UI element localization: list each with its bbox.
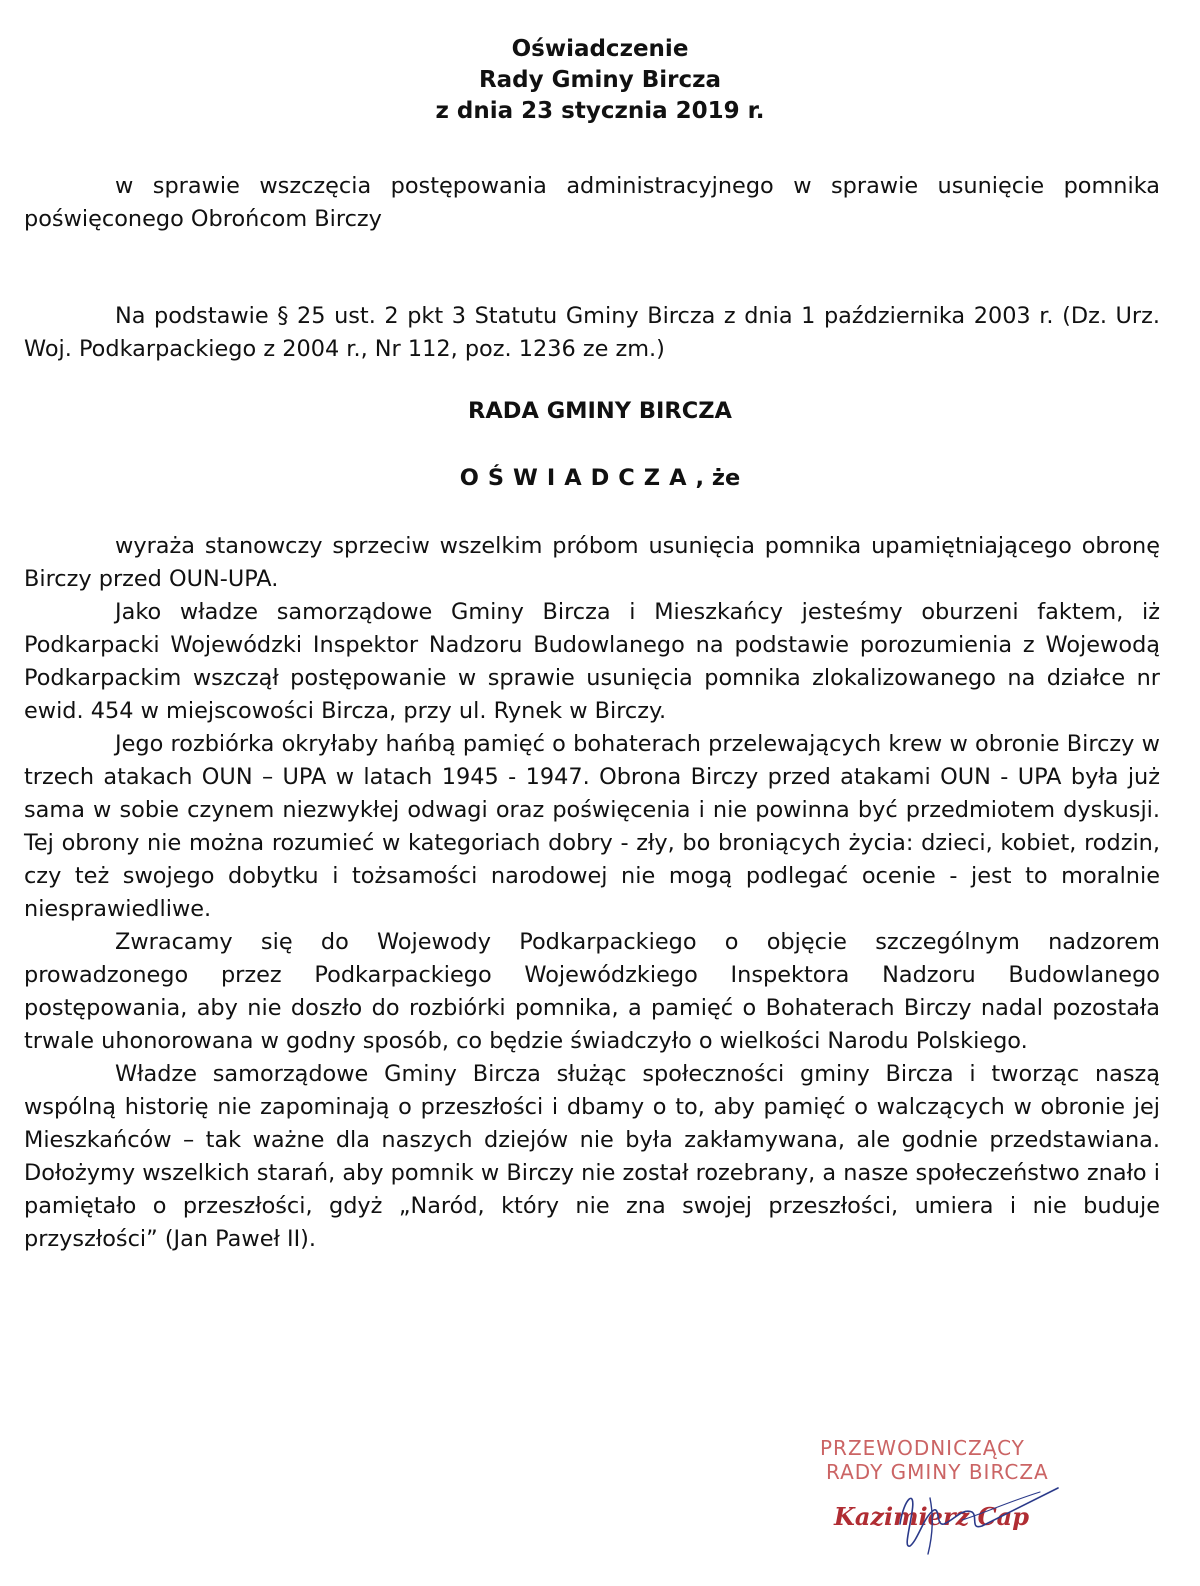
chairman-stamp: [812, 1428, 1072, 1578]
body-paragraph: Jego rozbiórka okryłaby hańbą pamięć o bohaterach przelewających krew w obronie Birczy w trzech atakach OUN – UPA w latach 1945 - 1947. Obrona Birczy przed atakami OUN - UPA była już sama w sobie czynem niezwykłej odwagi oraz poświęcenia i nie powinna być przedmiotem dyskusji. Tej obrony nie można rozumieć w kategoriach dobry - zły, bo broniących życia: dzieci, kobiet, rodzin, czy też swojego dobytku i tożsamości narodowej nie mogą podlegać ocenie - jest to moralnie niesprawiedliwe.: [24, 731, 1160, 922]
title-line-council: Rady Gminy Bircza: [478, 67, 722, 93]
body-paragraph: Zwracamy się do Wojewody Podkarpackiego o objęcie szczególnym nadzorem prowadzonego przez Podkarpackiego Wojewódzkiego Inspektora Nadzoru Budowlanego postępowania, aby nie doszło do rozbiórki pomnika, a pamięć o Bohaterach Birczy nadal pozostała trwale uhonorowana w godny sposób, co będzie świadczyło o wielkości Narodu Polskiego.: [24, 929, 1160, 1054]
stamp-title: PRZEWODNICZĄCY: [820, 1436, 1025, 1460]
document-title: [0, 34, 1200, 127]
declares-heading: [0, 465, 1200, 491]
body-paragraph: Jako władze samorządowe Gminy Bircza i Mieszkańcy jesteśmy oburzeni faktem, iż Podkarpacki Wojewódzki Inspektor Nadzoru Budowlanego na podstawie porozumienia z Wojewodą Podkarpackim wszczął postępowanie w sprawie usunięcia pomnika zlokalizowanego na działce nr ewid. 454 w miejscowości Bircza, przy ul. Rynek w Birczy.: [24, 599, 1160, 724]
body-paragraph: wyraża stanowczy sprzeciw wszelkim próbom usunięcia pomnika upamiętniającego obronę Birczy przed OUN-UPA.: [24, 533, 1160, 592]
declaration-body: [24, 530, 1160, 1256]
declares-suffix: , że: [695, 465, 741, 491]
body-paragraph: Władze samorządowe Gminy Bircza służąc społeczności gminy Bircza i tworząc naszą wspólną historię nie zapominają o przeszłości i dbamy o to, aby pamięć o walczących w obronie jej Mieszkańców – tak ważne dla naszych dziejów nie była zakłamywana, ale godnie przedstawiana. Dołożymy wszelkich starań, aby pomnik w Birczy nie został rozebrany, a nasze społeczeństwo znało i pamiętało o przeszłości, gdyż „Naród, który nie zna swojej przeszłości, umiera i nie buduje przyszłości” (Jan Paweł II).: [24, 1061, 1160, 1252]
handwritten-signature: [812, 1428, 1082, 1578]
council-heading: RADA GMINY BIRCZA: [468, 398, 732, 424]
stamp-council: RADY GMINY BIRCZA: [826, 1460, 1049, 1484]
legal-basis-paragraph: Na podstawie § 25 ust. 2 pkt 3 Statutu Gminy Bircza z dnia 1 października 2003 r. (Dz. Urz. Woj. Podkarpackiego z 2004 r., Nr 112, poz. 1236 ze zm.): [24, 303, 1160, 362]
subject-paragraph: w sprawie wszczęcia postępowania administracyjnego w sprawie usunięcie pomnika poświęconego Obrońcom Birczy: [24, 173, 1160, 232]
declares-word: OŚWIADCZA: [459, 465, 696, 491]
title-line-declaration: Oświadczenie: [511, 36, 689, 62]
stamp-name: Kazimierz Cap: [834, 1502, 1029, 1531]
title-line-date: z dnia 23 stycznia 2019 r.: [435, 98, 765, 124]
